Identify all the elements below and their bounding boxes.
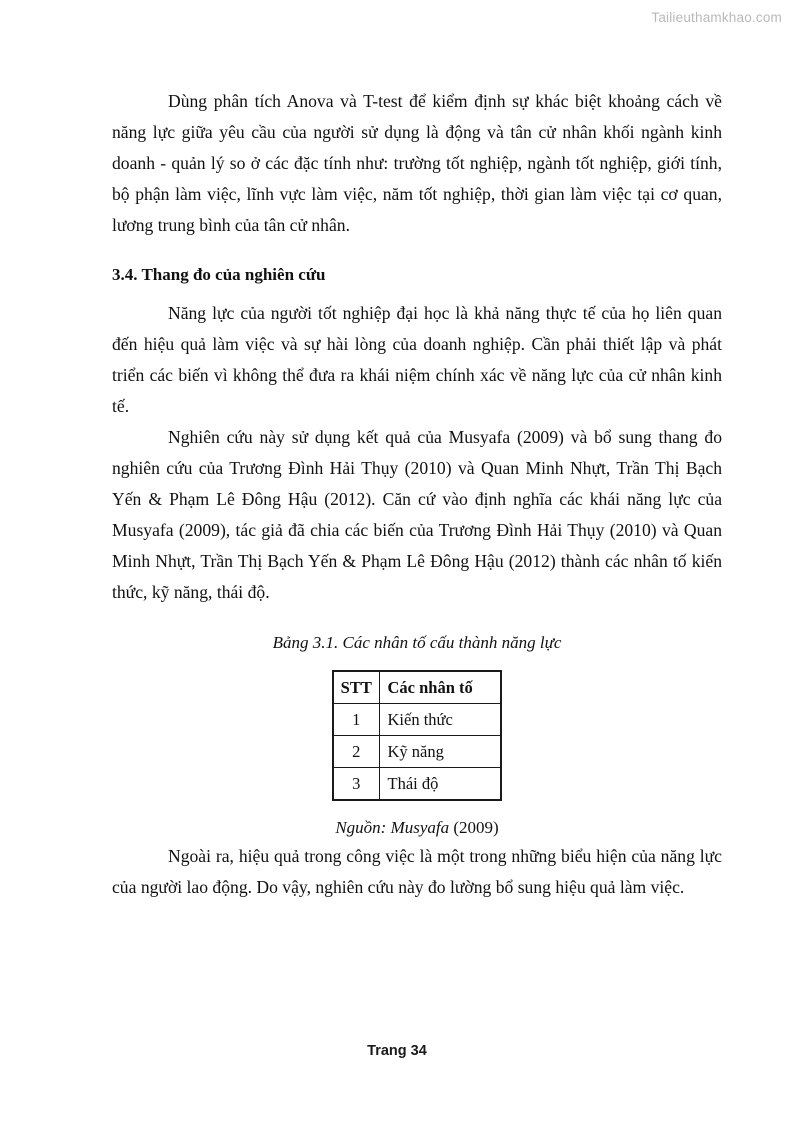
document-body bbox=[112, 86, 722, 903]
watermark-text: Tailieuthamkhao.com bbox=[651, 10, 782, 25]
table-source-year: (2009) bbox=[453, 818, 499, 837]
table-header-row bbox=[333, 671, 501, 704]
factors-table bbox=[332, 670, 502, 801]
table-cell-factor: Thái độ bbox=[379, 768, 501, 801]
table-cell-stt: 2 bbox=[333, 736, 379, 768]
paragraph-research-sources: Nghiên cứu này sử dụng kết quả của Musyafa (2009) và bổ sung thang đo nghiên cứu của Trương Đình Hải Thụy (2010) và Quan Minh Nhựt, Trần Thị Bạch Yến & Phạm Lê Đông Hậu (2012). Căn cứ vào định nghĩa các khái năng lực của Musyafa (2009), tác giả đã chia các biến của Trương Đình Hải Thụy (2010) và Quan Minh Nhựt, Trần Thị Bạch Yến & Phạm Lê Đông Hậu (2012) thành các nhân tố kiến thức, kỹ năng, thái độ. bbox=[112, 427, 722, 602]
paragraph-competency-definition: Năng lực của người tốt nghiệp đại học là khả năng thực tế của họ liên quan đến hiệu quả làm việc và sự hài lòng của doanh nghiệp. Cần phải thiết lập và phát triển các biến vì không thể đưa ra khái niệm chính xác về năng lực của cử nhân kinh tế. bbox=[112, 303, 722, 416]
paragraph-analysis-method: Dùng phân tích Anova và T-test để kiểm định sự khác biệt khoảng cách về năng lực giữa yêu cầu của người sử dụng là động và tân cử nhân khối ngành kinh doanh - quản lý so ở các đặc tính như: trường tốt nghiệp, ngành tốt nghiệp, giới tính, bộ phận làm việc, lĩnh vực làm việc, năm tốt nghiệp, thời gian làm việc tại cơ quan, lương trung bình của tân cử nhân. bbox=[112, 91, 722, 235]
table-caption: Bảng 3.1. Các nhân tố cấu thành năng lực bbox=[272, 633, 562, 652]
table-row bbox=[333, 704, 501, 736]
table-cell-factor: Kỹ năng bbox=[379, 736, 501, 768]
table-source bbox=[112, 815, 722, 841]
page-footer: Trang 34 bbox=[367, 1043, 427, 1059]
table-row bbox=[333, 736, 501, 768]
table-header-stt: STT bbox=[333, 671, 379, 704]
table-cell-stt: 3 bbox=[333, 768, 379, 801]
table-source-label: Nguồn: Musyafa bbox=[335, 818, 450, 837]
table-cell-stt: 1 bbox=[333, 704, 379, 736]
table-cell-factor: Kiến thức bbox=[379, 704, 501, 736]
table-header-factor: Các nhân tố bbox=[379, 671, 501, 704]
table-row bbox=[333, 768, 501, 801]
table-container bbox=[112, 670, 722, 801]
section-heading-3-4: 3.4. Thang đo của nghiên cứu bbox=[112, 265, 326, 284]
paragraph-work-performance: Ngoài ra, hiệu quả trong công việc là một trong những biểu hiện của năng lực của người lao động. Do vậy, nghiên cứu này đo lường bổ sung hiệu quả làm việc. bbox=[112, 846, 722, 897]
